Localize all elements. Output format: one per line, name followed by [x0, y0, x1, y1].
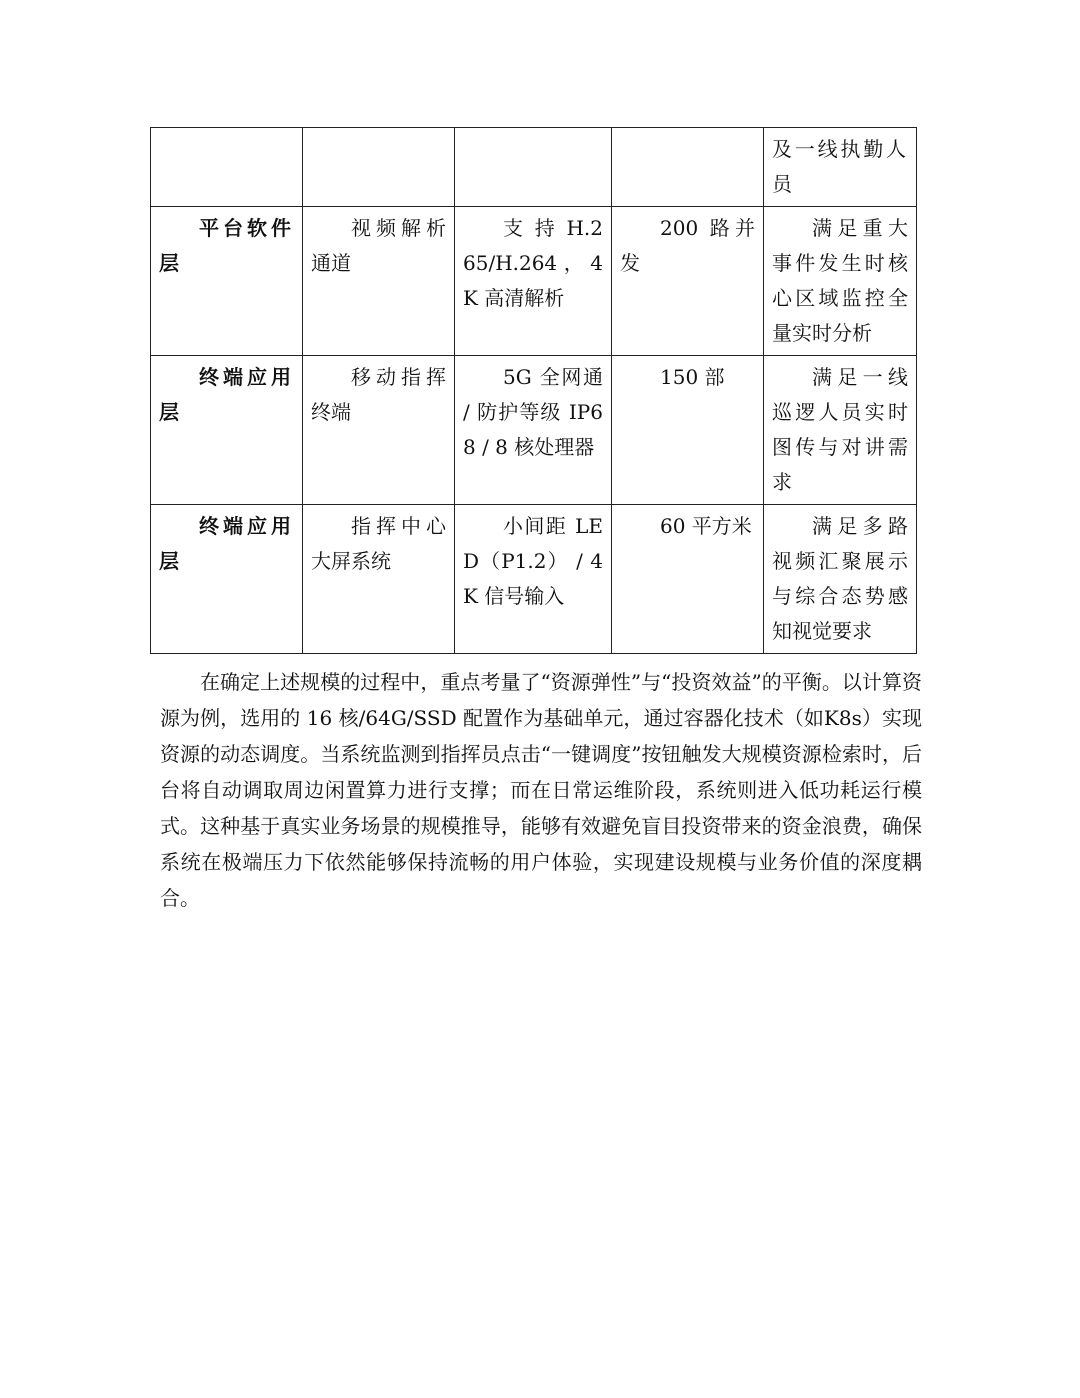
item-cell [303, 128, 455, 207]
item-cell: 移动指挥终端 [303, 356, 455, 505]
spec-cell: 支 持 H.265/H.264，4K 高清解析 [455, 207, 612, 356]
table-row [151, 128, 917, 207]
basis-cell: 满足重大事件发生时核心区域监控全量实时分析 [764, 207, 917, 356]
layer-cell: 平台软件层 [151, 207, 303, 356]
spec-cell: 5G 全网通 / 防护等级 IP68 / 8 核处理器 [455, 356, 612, 505]
layer-cell [151, 128, 303, 207]
basis-cell: 满足多路视频汇聚展示与综合态势感知视觉要求 [764, 505, 917, 654]
table-row [151, 505, 917, 654]
basis-cell: 及一线执勤人员 [764, 128, 917, 207]
spec-cell: 小间距 LED（P1.2） / 4K 信号输入 [455, 505, 612, 654]
spec-cell [455, 128, 612, 207]
item-cell: 视频解析通道 [303, 207, 455, 356]
table-row [151, 207, 917, 356]
basis-cell: 满足一线巡逻人员实时图传与对讲需求 [764, 356, 917, 505]
scale-cell [612, 128, 764, 207]
scale-cell: 200 路并发 [612, 207, 764, 356]
spec-table [150, 127, 917, 654]
scale-cell: 150 部 [612, 356, 764, 505]
table-row [151, 356, 917, 505]
body-paragraph: 在确定上述规模的过程中，重点考量了“资源弹性”与“投资效益”的平衡。以计算资源为例，选用的 16 核/64G/SSD 配置作为基础单元，通过容器化技术（如K8s）实现资源的动态调度。当系统监测到指挥员点击“一键调度”按钮触发大规模资源检索时，后台将自动调取周边闲置算力进行支撑；而在日常运维阶段，系统则进入低功耗运行模式。这种基于真实业务场景的规模推导，能够有效避免盲目投资带来的资金浪费，确保系统在极端压力下依然能够保持流畅的用户体验，实现建设规模与业务价值的深度耦合。 [160, 670, 922, 910]
layer-cell: 终端应用层 [151, 505, 303, 654]
layer-cell: 终端应用层 [151, 356, 303, 505]
item-cell: 指挥中心大屏系统 [303, 505, 455, 654]
scale-cell: 60 平方米 [612, 505, 764, 654]
